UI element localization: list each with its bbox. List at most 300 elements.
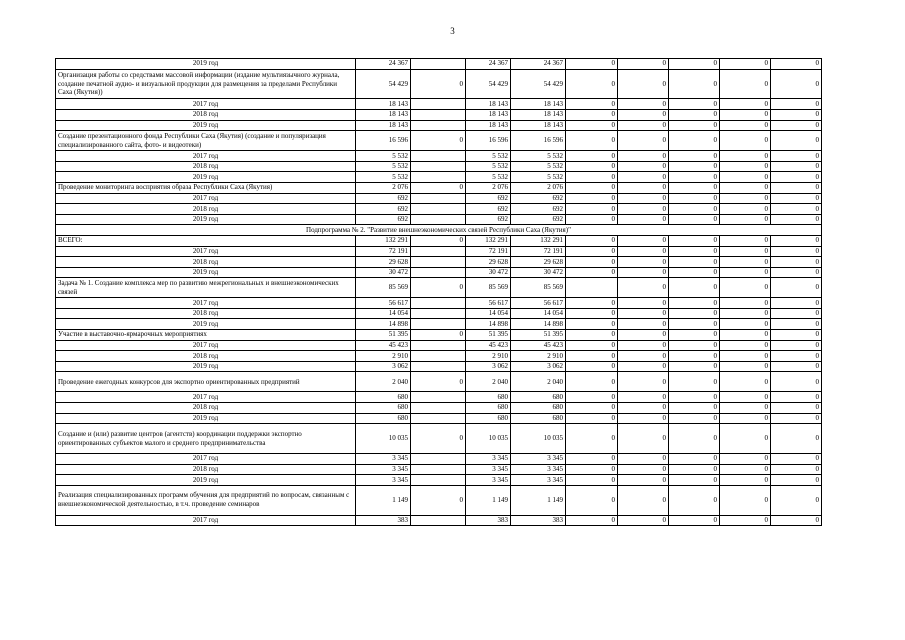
value-cell: 0	[720, 372, 771, 392]
value-cell: 692	[466, 204, 511, 215]
value-cell: 0	[411, 182, 466, 193]
value-cell: 0	[566, 319, 618, 330]
value-cell	[411, 59, 466, 70]
value-cell: 0	[771, 413, 822, 424]
value-cell: 0	[720, 131, 771, 151]
value-cell: 680	[356, 413, 411, 424]
value-cell: 0	[618, 308, 669, 319]
value-cell: 0	[618, 424, 669, 454]
year-row	[56, 161, 822, 172]
year-label: 2019 год	[56, 120, 356, 131]
value-cell	[411, 361, 466, 372]
value-cell: 0	[771, 151, 822, 162]
year-label: 2017 год	[56, 193, 356, 204]
value-cell: 5 532	[511, 172, 566, 183]
value-cell: 56 617	[356, 298, 411, 309]
value-cell: 383	[356, 515, 411, 526]
item-row	[56, 69, 822, 99]
value-cell: 3 345	[511, 464, 566, 475]
item-row	[56, 278, 822, 298]
value-cell: 692	[356, 214, 411, 225]
value-cell	[566, 278, 618, 298]
value-cell: 14 054	[356, 308, 411, 319]
value-cell: 0	[771, 351, 822, 362]
value-cell: 54 429	[466, 69, 511, 99]
value-cell: 0	[669, 246, 720, 257]
value-cell: 0	[771, 464, 822, 475]
value-cell: 0	[771, 424, 822, 454]
value-cell: 0	[771, 361, 822, 372]
value-cell: 680	[466, 413, 511, 424]
value-cell: 0	[618, 372, 669, 392]
value-cell: 0	[618, 257, 669, 268]
value-cell: 0	[669, 298, 720, 309]
value-cell: 0	[566, 120, 618, 131]
value-cell: 0	[669, 308, 720, 319]
value-cell: 0	[720, 161, 771, 172]
value-cell: 0	[618, 109, 669, 120]
value-cell: 0	[618, 454, 669, 465]
value-cell: 132 291	[356, 235, 411, 246]
value-cell: 0	[669, 413, 720, 424]
value-cell: 0	[669, 109, 720, 120]
value-cell: 0	[566, 99, 618, 110]
value-cell: 1 149	[511, 485, 566, 515]
value-cell: 0	[771, 161, 822, 172]
year-row	[56, 403, 822, 414]
value-cell: 56 617	[466, 298, 511, 309]
item-name: Организация работы со средствами массовой информации (издание мультиязычного журнала, создание печатной аудио- и визуальной продукции для размещения за пределами Республики Саха (Якутия))	[56, 69, 356, 99]
value-cell: 680	[466, 392, 511, 403]
value-cell: 0	[618, 515, 669, 526]
value-cell: 51 395	[466, 330, 511, 341]
value-cell: 692	[511, 193, 566, 204]
value-cell: 16 596	[356, 131, 411, 151]
value-cell: 14 898	[356, 319, 411, 330]
value-cell: 0	[669, 475, 720, 486]
year-label: 2018 год	[56, 257, 356, 268]
value-cell: 0	[618, 267, 669, 278]
value-cell	[411, 351, 466, 362]
value-cell: 2 076	[511, 182, 566, 193]
value-cell: 692	[511, 204, 566, 215]
year-row	[56, 454, 822, 465]
value-cell: 0	[566, 267, 618, 278]
value-cell: 0	[618, 193, 669, 204]
value-cell: 0	[771, 172, 822, 183]
item-name: Проведение ежегодных конкурсов для экспортно ориентированных предприятий	[56, 372, 356, 392]
value-cell	[411, 403, 466, 414]
value-cell: 0	[720, 214, 771, 225]
value-cell: 3 062	[356, 361, 411, 372]
value-cell: 0	[566, 424, 618, 454]
year-row	[56, 246, 822, 257]
value-cell: 0	[771, 308, 822, 319]
value-cell: 0	[720, 403, 771, 414]
value-cell: 0	[669, 351, 720, 362]
value-cell: 24 367	[511, 59, 566, 70]
item-row	[56, 330, 822, 341]
value-cell: 0	[566, 131, 618, 151]
value-cell: 54 429	[356, 69, 411, 99]
value-cell: 0	[771, 485, 822, 515]
value-cell: 0	[771, 372, 822, 392]
value-cell: 0	[618, 319, 669, 330]
value-cell: 3 345	[356, 464, 411, 475]
value-cell	[411, 475, 466, 486]
year-row	[56, 392, 822, 403]
year-label: 2017 год	[56, 246, 356, 257]
year-row	[56, 120, 822, 131]
value-cell: 0	[720, 204, 771, 215]
value-cell: 3 062	[466, 361, 511, 372]
year-row	[56, 99, 822, 110]
value-cell: 5 532	[511, 151, 566, 162]
value-cell	[411, 464, 466, 475]
value-cell: 0	[566, 392, 618, 403]
value-cell: 0	[669, 403, 720, 414]
year-row	[56, 109, 822, 120]
value-cell: 383	[466, 515, 511, 526]
value-cell: 0	[618, 182, 669, 193]
value-cell: 18 143	[356, 120, 411, 131]
year-row	[56, 267, 822, 278]
value-cell: 5 532	[511, 161, 566, 172]
value-cell: 2 076	[356, 182, 411, 193]
value-cell: 0	[720, 330, 771, 341]
value-cell: 3 345	[466, 454, 511, 465]
year-label: 2018 год	[56, 161, 356, 172]
value-cell: 0	[771, 59, 822, 70]
value-cell	[411, 392, 466, 403]
value-cell: 0	[566, 351, 618, 362]
value-cell: 5 532	[356, 151, 411, 162]
value-cell: 3 345	[356, 454, 411, 465]
value-cell	[411, 413, 466, 424]
value-cell: 14 054	[511, 308, 566, 319]
value-cell: 0	[720, 340, 771, 351]
value-cell	[411, 515, 466, 526]
year-row	[56, 59, 822, 70]
value-cell: 18 143	[466, 120, 511, 131]
item-row	[56, 131, 822, 151]
value-cell: 0	[566, 69, 618, 99]
value-cell: 0	[566, 59, 618, 70]
value-cell: 0	[618, 413, 669, 424]
value-cell: 0	[720, 475, 771, 486]
value-cell: 0	[720, 193, 771, 204]
subprogram-title: Подпрограмма № 2. "Развитие внешнеэкономических связей Республики Саха (Якутия)"	[56, 225, 822, 236]
value-cell: 0	[720, 298, 771, 309]
value-cell: 0	[720, 515, 771, 526]
value-cell: 692	[356, 193, 411, 204]
value-cell: 132 291	[466, 235, 511, 246]
year-label: 2019 год	[56, 413, 356, 424]
value-cell: 383	[511, 515, 566, 526]
value-cell: 0	[566, 214, 618, 225]
value-cell: 0	[669, 257, 720, 268]
value-cell: 692	[466, 214, 511, 225]
value-cell: 0	[618, 278, 669, 298]
value-cell: 0	[669, 69, 720, 99]
year-row	[56, 319, 822, 330]
value-cell: 0	[771, 319, 822, 330]
value-cell: 0	[669, 454, 720, 465]
value-cell: 0	[720, 308, 771, 319]
value-cell: 0	[771, 515, 822, 526]
item-name: Создание презентационного фонда Республики Саха (Якутия) (создание и популяризация специализированного сайта, фото- и видеотеки)	[56, 131, 356, 151]
value-cell: 132 291	[511, 235, 566, 246]
item-name: ВСЕГО:	[56, 235, 356, 246]
value-cell: 0	[411, 235, 466, 246]
value-cell: 0	[771, 475, 822, 486]
value-cell: 85 569	[466, 278, 511, 298]
value-cell: 30 472	[356, 267, 411, 278]
value-cell: 0	[411, 372, 466, 392]
value-cell: 0	[669, 319, 720, 330]
value-cell: 5 532	[356, 161, 411, 172]
value-cell	[411, 120, 466, 131]
value-cell: 0	[618, 392, 669, 403]
value-cell: 18 143	[466, 99, 511, 110]
value-cell: 0	[566, 235, 618, 246]
value-cell: 2 076	[466, 182, 511, 193]
value-cell: 0	[720, 69, 771, 99]
year-row	[56, 361, 822, 372]
year-label: 2018 год	[56, 204, 356, 215]
value-cell: 45 423	[466, 340, 511, 351]
value-cell: 0	[618, 99, 669, 110]
year-label: 2019 год	[56, 214, 356, 225]
value-cell: 0	[566, 151, 618, 162]
year-label: 2017 год	[56, 515, 356, 526]
year-row	[56, 475, 822, 486]
value-cell: 680	[356, 403, 411, 414]
value-cell: 0	[566, 372, 618, 392]
value-cell: 0	[720, 351, 771, 362]
value-cell: 5 532	[466, 172, 511, 183]
year-row	[56, 214, 822, 225]
value-cell: 1 149	[356, 485, 411, 515]
year-label: 2017 год	[56, 392, 356, 403]
value-cell: 30 472	[466, 267, 511, 278]
value-cell: 0	[566, 413, 618, 424]
value-cell: 0	[411, 131, 466, 151]
value-cell: 24 367	[466, 59, 511, 70]
year-row	[56, 151, 822, 162]
year-row	[56, 413, 822, 424]
value-cell: 10 035	[511, 424, 566, 454]
value-cell: 680	[511, 413, 566, 424]
value-cell: 0	[566, 454, 618, 465]
value-cell: 0	[618, 403, 669, 414]
value-cell: 0	[669, 204, 720, 215]
value-cell: 0	[566, 485, 618, 515]
value-cell: 0	[720, 278, 771, 298]
value-cell: 0	[669, 372, 720, 392]
value-cell: 0	[771, 214, 822, 225]
year-row	[56, 351, 822, 362]
value-cell: 692	[511, 214, 566, 225]
year-label: 2018 год	[56, 109, 356, 120]
value-cell: 0	[771, 257, 822, 268]
value-cell: 0	[771, 267, 822, 278]
year-row	[56, 340, 822, 351]
value-cell: 29 628	[356, 257, 411, 268]
value-cell: 0	[566, 109, 618, 120]
value-cell: 0	[566, 475, 618, 486]
value-cell: 0	[566, 515, 618, 526]
value-cell	[411, 267, 466, 278]
value-cell: 0	[618, 464, 669, 475]
value-cell: 0	[618, 214, 669, 225]
value-cell: 2 040	[356, 372, 411, 392]
value-cell: 45 423	[511, 340, 566, 351]
value-cell: 1 149	[466, 485, 511, 515]
value-cell: 0	[669, 267, 720, 278]
value-cell: 0	[771, 246, 822, 257]
value-cell: 0	[669, 172, 720, 183]
year-label: 2017 год	[56, 340, 356, 351]
value-cell: 0	[720, 361, 771, 372]
value-cell: 0	[720, 319, 771, 330]
value-cell: 0	[566, 182, 618, 193]
value-cell: 0	[566, 464, 618, 475]
value-cell: 0	[771, 330, 822, 341]
value-cell: 51 395	[356, 330, 411, 341]
value-cell: 0	[771, 235, 822, 246]
value-cell: 2 910	[356, 351, 411, 362]
value-cell	[411, 308, 466, 319]
value-cell: 14 898	[511, 319, 566, 330]
year-label: 2019 год	[56, 475, 356, 486]
item-name: Реализация специализированных программ обучения для предприятий по вопросам, связанным с внешнеэкономической деятельностью, в т.ч. проведение семинаров	[56, 485, 356, 515]
value-cell: 0	[566, 161, 618, 172]
value-cell: 0	[618, 120, 669, 131]
value-cell: 0	[566, 246, 618, 257]
value-cell: 0	[720, 172, 771, 183]
value-cell: 0	[720, 99, 771, 110]
value-cell: 0	[618, 59, 669, 70]
page-number: 3	[450, 26, 455, 36]
value-cell: 0	[771, 109, 822, 120]
value-cell	[411, 172, 466, 183]
value-cell: 54 429	[511, 69, 566, 99]
year-label: 2019 год	[56, 267, 356, 278]
year-row	[56, 298, 822, 309]
value-cell: 14 054	[466, 308, 511, 319]
item-name: Участие в выставочно-ярмарочных мероприятиях	[56, 330, 356, 341]
value-cell	[411, 319, 466, 330]
item-row	[56, 424, 822, 454]
value-cell	[411, 298, 466, 309]
year-row	[56, 308, 822, 319]
value-cell: 0	[720, 235, 771, 246]
value-cell: 0	[771, 340, 822, 351]
value-cell: 0	[669, 120, 720, 131]
item-row	[56, 182, 822, 193]
value-cell: 72 191	[356, 246, 411, 257]
value-cell: 0	[566, 172, 618, 183]
value-cell: 0	[618, 485, 669, 515]
value-cell: 3 062	[511, 361, 566, 372]
value-cell	[411, 161, 466, 172]
value-cell: 0	[669, 182, 720, 193]
value-cell: 0	[618, 69, 669, 99]
year-label: 2017 год	[56, 151, 356, 162]
value-cell: 692	[466, 193, 511, 204]
value-cell: 0	[618, 246, 669, 257]
value-cell: 0	[720, 59, 771, 70]
year-label: 2019 год	[56, 172, 356, 183]
value-cell: 0	[771, 131, 822, 151]
value-cell: 3 345	[511, 454, 566, 465]
year-label: 2018 год	[56, 464, 356, 475]
value-cell: 0	[669, 464, 720, 475]
value-cell	[411, 214, 466, 225]
value-cell: 0	[771, 193, 822, 204]
value-cell: 0	[669, 515, 720, 526]
value-cell	[411, 193, 466, 204]
item-name: Задача № 1. Создание комплекса мер по развитию межрегиональных и внешнеэкономических связей	[56, 278, 356, 298]
value-cell: 0	[566, 340, 618, 351]
value-cell: 0	[720, 392, 771, 403]
value-cell: 5 532	[356, 172, 411, 183]
year-row	[56, 193, 822, 204]
value-cell: 0	[411, 69, 466, 99]
value-cell: 0	[720, 454, 771, 465]
value-cell: 0	[771, 99, 822, 110]
value-cell	[411, 99, 466, 110]
value-cell: 0	[566, 308, 618, 319]
value-cell: 0	[720, 120, 771, 131]
value-cell: 0	[771, 403, 822, 414]
value-cell: 29 628	[466, 257, 511, 268]
budget-table-body	[56, 59, 822, 526]
value-cell: 18 143	[466, 109, 511, 120]
value-cell: 72 191	[511, 246, 566, 257]
year-label: 2019 год	[56, 319, 356, 330]
budget-table	[55, 58, 822, 526]
value-cell: 5 532	[466, 151, 511, 162]
value-cell: 0	[566, 361, 618, 372]
value-cell: 2 910	[511, 351, 566, 362]
value-cell: 0	[618, 298, 669, 309]
value-cell: 14 898	[466, 319, 511, 330]
value-cell	[411, 340, 466, 351]
value-cell	[411, 257, 466, 268]
value-cell: 3 345	[511, 475, 566, 486]
value-cell: 2 040	[466, 372, 511, 392]
value-cell: 680	[466, 403, 511, 414]
value-cell: 10 035	[466, 424, 511, 454]
value-cell: 0	[771, 204, 822, 215]
subprogram-header-row	[56, 225, 822, 236]
value-cell: 5 532	[466, 161, 511, 172]
value-cell: 2 910	[466, 351, 511, 362]
value-cell: 0	[566, 193, 618, 204]
value-cell: 0	[720, 109, 771, 120]
value-cell: 0	[771, 454, 822, 465]
value-cell: 0	[566, 403, 618, 414]
value-cell: 29 628	[511, 257, 566, 268]
year-row	[56, 515, 822, 526]
value-cell: 0	[720, 246, 771, 257]
value-cell: 0	[618, 361, 669, 372]
value-cell: 0	[720, 485, 771, 515]
value-cell: 18 143	[511, 109, 566, 120]
value-cell: 0	[618, 235, 669, 246]
